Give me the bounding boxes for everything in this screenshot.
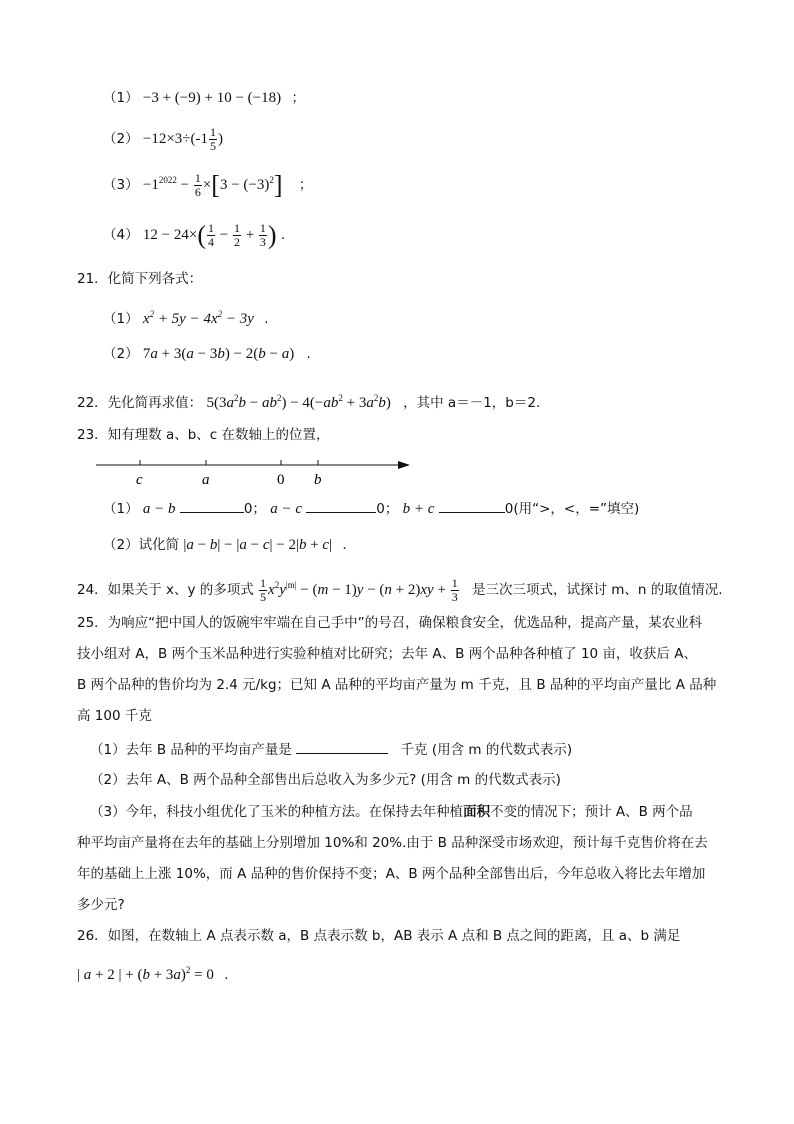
q20-part1 (103, 88, 305, 108)
q23-blank-2[interactable] (306, 498, 376, 513)
q20-p1-expression: −3 + (−9) + 10 − (−18) (142, 90, 282, 106)
q20-p2-expression: −12×3÷(-1 $\frac{1}{5}$ ) (142, 125, 224, 153)
q20-p1-number: （1） (103, 90, 139, 106)
q25-p3-text-a: （3）今年，科技小组优化了玉米的种植方法。在保持去年种植 (90, 804, 464, 820)
q20-p3-number: （3） (103, 177, 139, 193)
q23-title: 23．知有理数 a、b、c 在数轴上的位置， (77, 427, 330, 443)
label-0: 0 (277, 472, 285, 488)
q25-part2: （2）去年 A、B 两个品种全部售出后总收入为多少元? (用含 m 的代数式表示) (90, 772, 561, 788)
q22-suffix: ，其中 a＝－1，b＝2. (403, 395, 541, 411)
q23-p1-expr3: b + c (402, 501, 435, 517)
q23-p2-end: . (342, 537, 347, 553)
q23-blank-3[interactable] (439, 498, 505, 513)
q23-p1-zero1: 0； (243, 501, 266, 517)
q23-p2-expression: |a − b| − |a − c| − 2|b + c| (183, 537, 333, 553)
q25-part3 (77, 797, 757, 921)
q22 (77, 388, 540, 413)
q23-p2-text: 试化简 (138, 537, 180, 553)
q25-p1-unit: 千克 (用含 m 的代数式表示) (400, 742, 573, 758)
q22-prefix: 22．先化简再求值： (77, 395, 203, 411)
q26-line2 (77, 960, 228, 985)
q21-p2-number: （2） (103, 346, 139, 362)
number-line (92, 456, 422, 492)
label-c: c (136, 472, 143, 488)
q25-p3-text-b: 不变的情况下；预计 A、B 两个品 (490, 804, 693, 820)
q25-line4: 高 100 千克 (77, 708, 152, 724)
q25-line1: 25．为响应“把中国人的饭碗牢牢端在自己手中”的号召，确保粮食安全，优选品种，提高产量，某农业科 (77, 615, 703, 631)
q21-p2-end: . (306, 346, 311, 362)
q23-p1-hint: (用“>，<，=”填空) (513, 501, 640, 517)
q20-p4-end: . (280, 226, 286, 243)
number-line-arrow-icon (398, 461, 410, 469)
q24-prefix: 24．如果关于 x、y 的多项式 (77, 582, 254, 598)
q22-expression: $5(3a^2b - ab^2) - 4(-ab^2 + 3a^2b)$ (206, 393, 391, 411)
q25-p1-text: （1）去年 B 品种的平均亩产量是 (90, 742, 292, 758)
q23-p1-expr2: a − c (270, 501, 302, 517)
q23-p1-expr1: a − b (142, 501, 176, 517)
q21-part1 (103, 304, 269, 329)
label-a: a (202, 472, 210, 488)
q21-p1-end: . (264, 311, 269, 327)
q25-p3-line2: 种平均亩产量将在去年的基础上分别增加 10%和 20%.由于 B 品种深受市场欢迎，预计每千克售价将在去 (77, 835, 708, 851)
q25-blank[interactable] (296, 739, 388, 754)
q24-suffix: 是三次三项式，试探讨 m、n 的取值情况. (471, 582, 723, 598)
q20-p3-end: ； (298, 177, 313, 193)
q25-line3: B 两个品种的售价均为 2.4 元/kg；已知 A 品种的平均亩产量为 m 千克，且 B 品种的平均亩产量比 A 品种 (77, 677, 717, 693)
q25-body (77, 608, 757, 732)
q26-line1: 26．如图，在数轴上 A 点表示数 a，B 点表示数 b，AB 表示 A 点和 B 点之间的距离，且 a、b 满足 (77, 928, 681, 944)
q20-p1-end: ； (291, 90, 305, 106)
q25-p3-line4: 多少元? (77, 897, 125, 913)
q26-expression: | a + 2 | + $(b + 3a)^2 = 0$ (77, 965, 214, 983)
q20-part4 (103, 222, 285, 249)
q20-part2 (103, 126, 223, 153)
q23-p1-zero2: 0； (376, 501, 399, 517)
q25-p3-bold: 面积 (463, 804, 491, 820)
q20-p4-expression: 12 − 24×( $\frac{1}{4}$ − $\frac{1}{2}$ + $\frac{1}{3}$ ) (142, 220, 277, 250)
q24 (77, 575, 723, 604)
q21-p2-expression: 7a + 3(a − 3b) − 2(b − a) (142, 346, 295, 362)
q21-part2 (103, 344, 311, 364)
label-b: b (314, 472, 322, 488)
q26-end: . (224, 967, 229, 983)
q21-p1-expression: $x^2 + 5y - 4x^2 - 3y$ (142, 309, 254, 327)
q23-p2-number: （2） (103, 537, 139, 553)
q20-p3-expression: $-1^{2022}$ − $\frac{1}{6}$ $\times[3 - (-3)^2]$ (142, 170, 283, 200)
q25-p3-line3: 年的基础上上涨 10%，而 A 品种的售价保持不变；A、B 两个品种全部售出后，今年总收入将比去年增加 (77, 866, 706, 882)
q23-p1-number: （1） (103, 501, 139, 517)
q23-blank-1[interactable] (180, 498, 244, 513)
q20-p4-number: （4） (103, 226, 139, 243)
q20-part3 (103, 170, 312, 199)
q20-p2-number: （2） (103, 130, 139, 147)
q25-line2: 技小组对 A，B 两个玉米品种进行实验种植对比研究；去年 A、B 两个品种各种植了 10 亩，收获后 A、 (77, 646, 697, 662)
q21-p1-number: （1） (103, 311, 139, 327)
q25-part1 (90, 739, 572, 760)
q24-expression: $\frac{1}{5}$ $x^2y^{|m|} - (m - 1)y - (n + 2)xy$ + $\frac{1}{3}$ (260, 576, 458, 605)
q23-part1 (103, 498, 639, 519)
q23-p1-zero3: 0 (504, 501, 514, 517)
q23-part2 (103, 535, 347, 555)
q21-title: 21．化简下列各式： (77, 271, 203, 287)
q25-p3-line1 (77, 797, 757, 828)
